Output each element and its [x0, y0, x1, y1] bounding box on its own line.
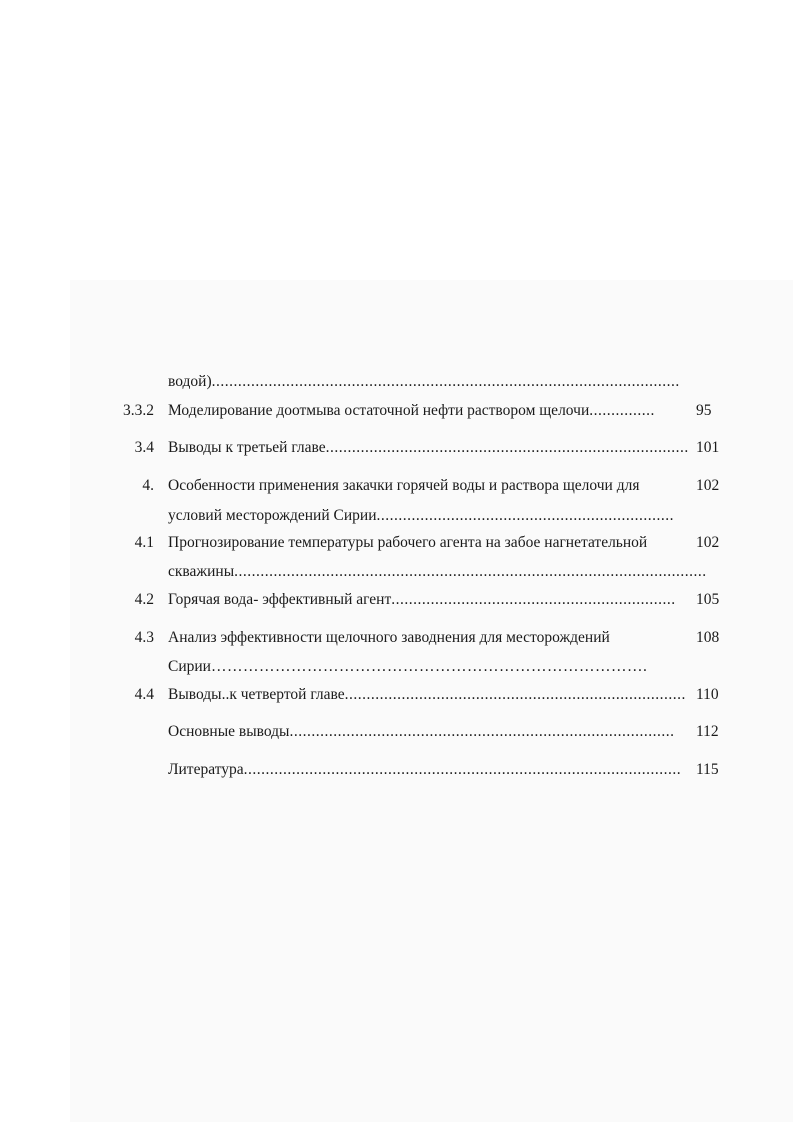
toc-leader-dots: ........................................................................................ [289, 723, 675, 740]
toc-entry-page: 102 [696, 534, 720, 551]
toc-leader-dots: .................................................................................................... [243, 761, 682, 778]
toc-entry-title: водой)........................................................................................................... [168, 373, 680, 390]
toc-entry-page: 110 [696, 686, 719, 703]
toc-entry-title: условий месторождений Сирии.................................................................... [168, 507, 674, 524]
toc-entry-title: скважины............................................................................................................ [168, 563, 707, 580]
toc-entry-title: Выводы к третьей главе................................................................................... [168, 439, 689, 456]
toc-entry-page: 95 [696, 402, 712, 419]
toc-entry-page: 101 [696, 439, 720, 456]
toc-leader-dots: .................................................................... [376, 507, 674, 524]
toc-entry-page: 108 [696, 629, 720, 646]
toc-entry-page: 105 [696, 591, 720, 608]
toc-entry-title: Литература.................................................................................................... [168, 761, 682, 778]
toc-entry-title: Анализ эффективности щелочного заводнения для месторождений [168, 629, 610, 646]
toc-leader-dots: .............................................................................. [344, 686, 686, 703]
toc-entry-number: 4.2 [134, 591, 154, 608]
toc-entry-number: 4.1 [134, 534, 154, 551]
toc-entry-page: 112 [696, 723, 719, 740]
toc-entry-title: Сирии………………………………………………………………………. [168, 658, 648, 675]
toc-entry-number: 4.4 [134, 686, 154, 703]
toc-entry-title: Основные выводы........................................................................................ [168, 723, 675, 740]
toc-leader-dots: ........................................................................................................... [211, 373, 680, 390]
toc-leader-dots: ................................................................................... [325, 439, 689, 456]
toc-entry-title: Прогнозирование температуры рабочего агента на забое нагнетательной [168, 534, 648, 551]
toc-entry-number: 4. [142, 477, 154, 494]
toc-leader-dots: ………………………………………………………………………. [210, 658, 648, 675]
toc-entry-title: Горячая вода- эффективный агент................................................................. [168, 591, 676, 608]
toc-entry-title: Моделирование доотмыва остаточной нефти раствором щелочи............... [168, 402, 655, 419]
toc-leader-dots: ............................................................................................................ [234, 563, 707, 580]
toc-entry-page: 102 [696, 477, 720, 494]
toc-entry-number: 4.3 [134, 629, 154, 646]
toc-entry-title: Особенности применения закачки горячей воды и раствора щелочи для [168, 477, 640, 494]
toc-entry-page: 115 [696, 761, 719, 778]
toc-entry-title: Выводы..к четвертой главе.............................................................................. [168, 686, 686, 703]
toc-leader-dots: ................................................................. [391, 591, 676, 608]
toc-leader-dots: ............... [589, 402, 655, 419]
toc-entry-number: 3.4 [134, 439, 154, 456]
toc-entry-number: 3.3.2 [123, 402, 154, 419]
